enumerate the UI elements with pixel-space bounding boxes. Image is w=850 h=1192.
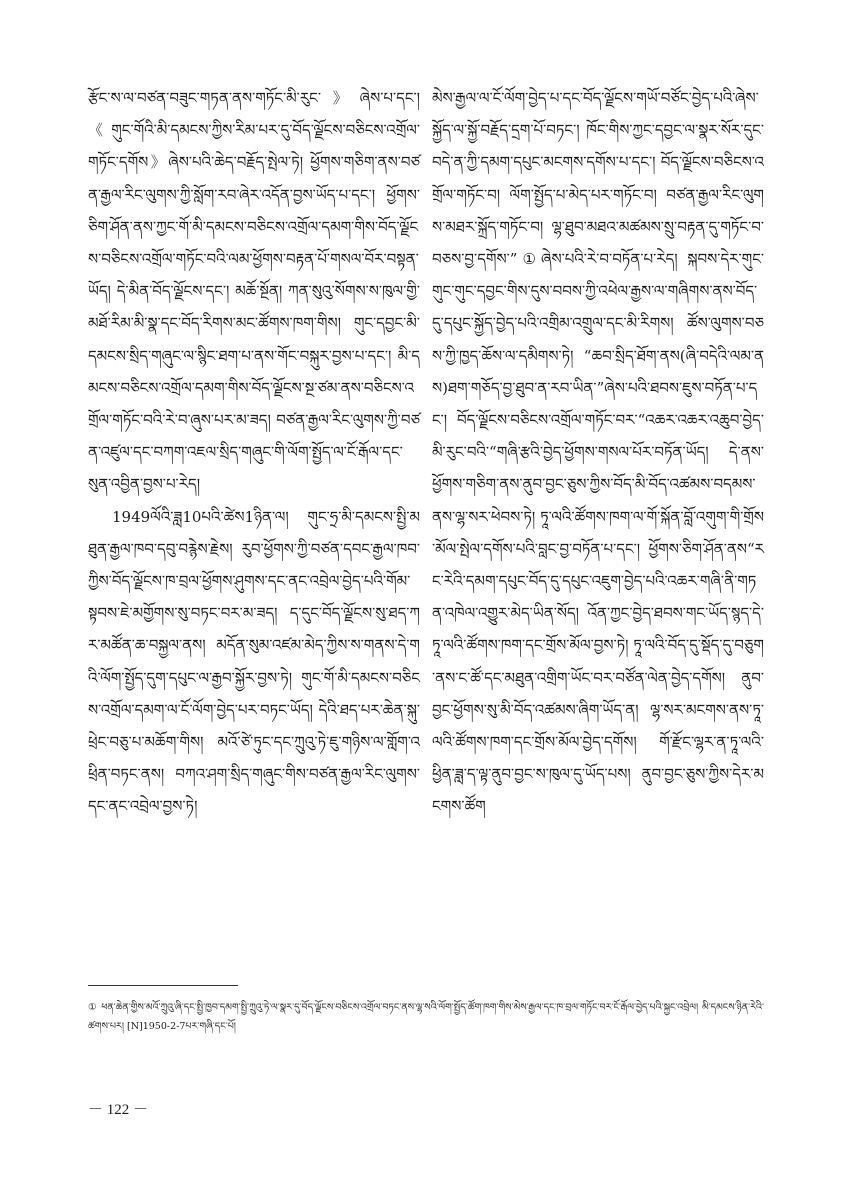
page-number: － 122 － <box>88 1102 149 1118</box>
body-paragraph: རྩོང་ས་ལ་བཙན་བཟུང་གཏན་ནས་གཏོང་མི་རུང་》ཞེས་པ་དང་། 《གུང་གོའི་མི་དམངས་ཀྱིས་རིམ་པར་དུ་བོད་ལྗོངས་བཅིངས་འགྲོལ་གཏོང་དགོས》ཞེས་པའི་ཆེད་བརྗོད་སྤེལ་ཏེ། ཕྱོགས་གཅིག་ནས་བཙན་རྒྱལ་རིང་ལུགས་ཀྱི་སློག་རབ་ཞེར་འདོན་བྱས་ཡོད་པ་དང་། ཕྱོགས་ཅིག་ཤོན་ནས་ཀྱང་གོ་མི་དམངས་བཅིངས་འགྲོལ་དམག་གིས་བོད་ལྗོངས་བཅིངས་འགྲོལ་གཏོང་བའི་ལམ་ཕྱོགས་བརྟན་པོ་གསལ་བོར་བསྟན་ཡོད། དེ་མིན་བོད་ལྗོངས་དང་། མཆོ་སྔོན། ཀན་སུའུ་སོགས་ས་ཁུལ་གྱི་མཐོ་རིམ་མི་སྣ་དང་བོད་རིགས་མང་ཚོགས་ཁག་གིས། གུང་དབྱང་མི་དམངས་སྲིད་གཞུང་ལ་སྙིང་ཐག་པ་ནས་གོང་བསྐུར་བྱས་པ་དང་། མི་དམངས་བཅིངས་འགྲོལ་དམག་གིས་བོད་ལྗོངས་སྔ་ཙམ་ནས་བཅིངས་འགྲོལ་གཏོང་བའི་རེ་བ་ཞུས་པར་མ་ཟད། བཙན་རྒྱལ་རིང་ལུགས་ཀྱི་བཙན་འཛུལ་དང་བཀག་འཇལ་སྲིད་གཞུང་གི་ལོག་སྤྱོད་ལ་ངོ་རྒོལ་དང་སུན་འབྱིན་བྱས་པ་རེད། <box>88 89 420 494</box>
left-column <box>88 82 420 823</box>
body-paragraph: མེས་རྒྱལ་ལ་ངོ་ལོག་བྱེད་པ་དང་བོད་ལྗོངས་གཡོ་བཙོང་བྱེད་པའི་ཞེས་སྐྱོད་ལ་སྐྱོ་བརྗོད་དྲག་པོ་བཏང་། ཁོང་གིས་ཀྱང་དབྱང་ལ་སྣར་སོར་དུང་བདེ་ན་ཀྱི་དམག་དཔུང་མངགས་དགོས་པ་དང་། བོད་ལྗོངས་བཅིངས་འགྲོལ་གཏོང་བ། ལོག་སྤྱོད་པ་མེད་པར་གཏོང་བ། བཙན་རྒྱལ་རིང་ལུགས་མཐར་སྐྲོད་གཏོང་བ། ལྷ་ཐུབ་མཐའ་མཚམས་སྲུ་བརྟན་དུ་གཏོང་བ་བཅས་བྱ་དགོས་”①ཞེས་པའི་རེ་བ་བཏོན་པ་རེད། སྐབས་དེར་གུང་གུང་གུང་དབྱང་གིས་དུས་བབས་ཀྱི་འཕེལ་རྒྱས་ལ་གཞིགས་ནས་བོད་དུ་དཔུང་སྐྱོད་བྱེད་པའི་འགྲིམ་འགྲུལ་དང་མི་རིགས། ཚོས་ལུགས་བཅས་ཀྱི་ཁྱད་ཆོས་ལ་དམིགས་ཏེ། “ཆབ་སྲིད་ཐོག་ནས(ཞི་བདེའི་ལམ་ནས)ཐག་གཅོད་བྱ་ཐུབ་ན་རབ་ཡིན་”ཞེས་པའི་ཐབས་ཇུས་བཏོན་པ་དང་། བོད་ལྗོངས་བཅིངས་འགྲོལ་གཏོང་བར་“འཆར་འཆར་འཆུབ་བྱེད་མི་རུང་བའི་“གཞི་རྩའི་བྱེད་ཕྱོགས་གསལ་པོར་བཏོན་ཡོད། དེ་ནས་ཕྱོགས་གཅིག་ནས་ནུབ་བྱང་ཅུས་ཀྱིས་བོད་མི་བོད་འཚམས་བདམས་ནས་ལྷ་སར་ཕེབས་ཏེ། ཏཱ་ལའི་ཚོགས་ཁག་ལ་གོ་སྐོན་བློ་འགུག་གི་གྲོས་མོལ་སྤེལ་དགོས་པའི་བླང་བྱ་བཏོན་པ་དང་། ཕྱོགས་ཅིག་ཤོན་ནས“རང་རེའི་དམག་དཔུང་བོད་དུ་དཔུང་འཇུག་བྱེད་པའི་འཆར་གཞི་ནི་གཏན་འཁེལ་འགྱུར་མེད་ཡིན་སོད། འོན་ཀྱང་བྱེད་ཐབས་གང་ཡོད་སྙད་དེ་ཏཱ་ལའི་ཚོགས་ཁག་དང་གྲོས་མོལ་བྱས་ཏེ། ཏཱ་ལའི་བོད་དུ་སྡོད་དུ་བཅུག་ནས་ང་ཚོ་དང་མཐུན་འགྲིག་ཡོང་བར་བཙོན་ལེན་བྱེད་དགོས། ནུབ་བྱང་ཕྱོགས་སུ་མི་བོད་འཚམས་ཞིག་ཡོད་ན། ལྷ་སར་མངགས་ནས་ཏཱ་ལའི་ཚོགས་ཁག་དང་གྲོས་མོལ་བྱེད་དགོས། གོ་རྫོང་ལྷར་ན་ཏཱ་ལའི་ཕྱིན་ཟླ་ད་ལྟ་ནུབ་བྱང་ས་ཁུལ་དུ་ཡོད་པས། ནུབ་བྱང་ཅུས་ཀྱིས་དེར་མངགས་ཚོག <box>432 89 764 816</box>
right-column <box>432 82 764 823</box>
footnote-divider <box>88 985 238 986</box>
body-paragraph: 1949ལོའི་ཟླ10པའི་ཚེས1ཉིན་ལ། གུང་ཧྲ་མི་དམངས་སྤྱི་མཐུན་རྒྱལ་ཁབ་དབུ་བརྙེས་རྗེས། རུབ་ཕྱོགས་ཀྱི་བཙན་དབང་རྒྱལ་ཁབ་ཀྱིས་བོད་ལྗོངས་ཁ་བྲལ་ཕྱོགས་ཤུགས་དང་ནང་འབྲེལ་བྱེད་པའི་གོམ་སྟབས་ཇེ་མགྱོགས་སུ་བཏང་བར་མ་ཟད། ད་དུང་བོད་ལྗོངས་སུ་ཐད་ཀར་མཚོན་ཆ་བསྐྱལ་ནས། མདོན་སུམ་འཛམ་མེད་ཀྱིས་ས་གནས་དེ་གའི་ལོག་སྤྱོད་དུག་དཔུང་ལ་རྒྱབ་སྐྱོར་བྱས་ཏེ། གུང་གོ་མི་དམངས་བཅིངས་འགྲོལ་དམག་ལ་ངོ་ལོག་བྱེད་པར་བཏང་ཡོད། དེའི་ཐད་པར་ཆེན་སྐུ་ཕྲེང་བཅུ་པ་མཆོག་གིས། མའོ་ཙེ་ཏུང་དང་ཀྲུའུ་ཏེ་ཇུ་གཉིས་ལ་གློག་འཕྲིན་བཏང་ནས། བཀའ་ཤག་སྲིད་གཞུང་གིས་བཙན་རྒྱལ་རིང་ལུགས་དང་ནང་འབྲེལ་བྱས་ཏེ། <box>88 507 420 816</box>
footnote: ① ཕན་ཆེན་གྱིས་མའོ་ཀྲུའུ་ཞི་དང་སྤྱི་ཁྱབ་དམག་སྤྱི་ཀྲུའུ་ཏེ་ལ་སྣར་དུ་བོད་ལྗོངས་བཅིངས་འགྲོལ་བཏང་ནས་ལྷ་སའི་ལོག་སྤྱོད་ཚོག་ཁག་གིས་མེས་རྒྱལ་དང་ཁ་བྲལ་གཏོང་བར་ངོ་རྒོལ་བྱེད་པའི་སྐྱང་འབྲེལ། མི་དམངས་ཉིན་རེའི་ཚགས་པར། [N]1950-2-7པར་གཞི་དང་པོ། <box>88 1002 764 1032</box>
